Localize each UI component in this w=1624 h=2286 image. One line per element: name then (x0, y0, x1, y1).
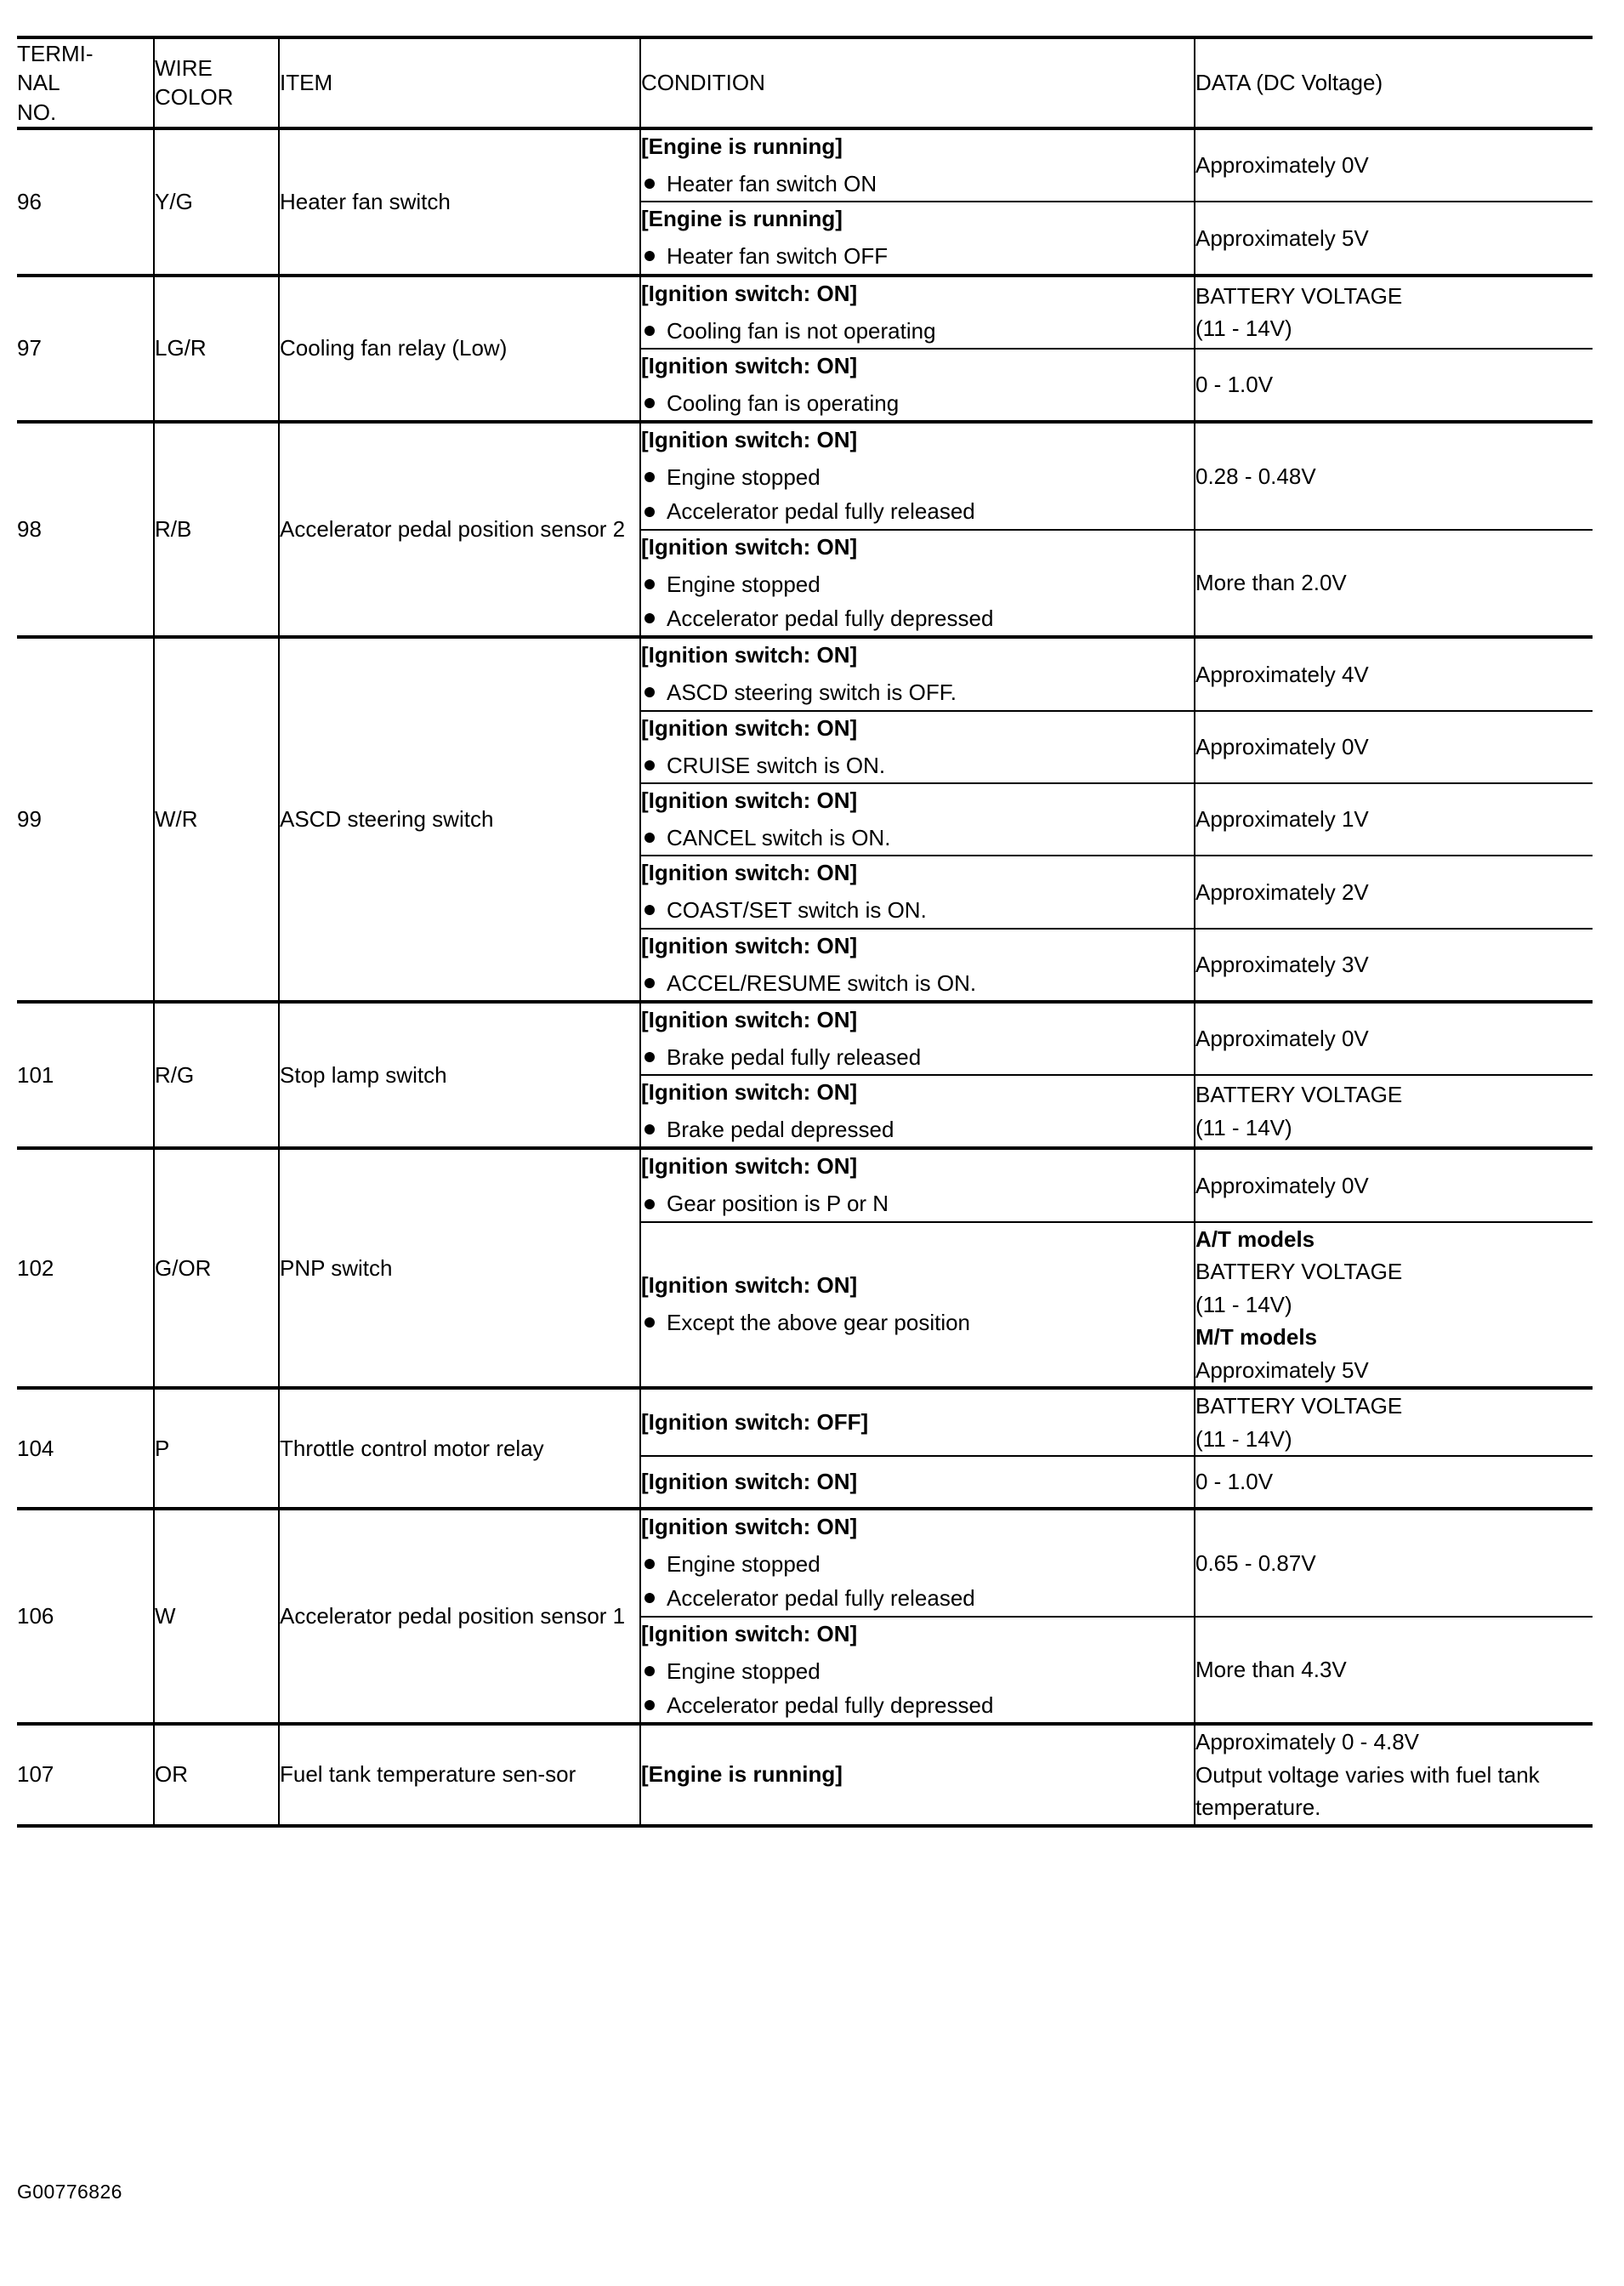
cell-data-voltage (1195, 711, 1593, 783)
condition-header: [Engine is running] (641, 1761, 843, 1788)
cell-condition (640, 276, 1195, 349)
header-condition: CONDITION (640, 37, 1195, 128)
condition-bullet-item: Except the above gear position (641, 1305, 1194, 1339)
condition-bullet-item: Engine stopped (641, 460, 1194, 494)
condition-header: [Ignition switch: ON] (641, 1006, 858, 1032)
table-row (17, 1388, 1593, 1456)
cell-wire-color: R/G (154, 1002, 279, 1149)
cell-data-voltage (1195, 1388, 1593, 1456)
cell-wire-color: LG/R (154, 276, 279, 423)
cell-item: Cooling fan relay (Low) (279, 276, 640, 423)
cell-terminal-no: 101 (17, 1002, 154, 1149)
cell-terminal-no: 104 (17, 1388, 154, 1509)
condition-bullet-item: Gear position is P or N (641, 1186, 1194, 1220)
data-value-line: Approximately 0 - 4.8V (1195, 1729, 1420, 1755)
condition-header: [Ignition switch: ON] (641, 714, 858, 741)
condition-header: [Ignition switch: ON] (641, 427, 858, 453)
cell-item: PNP switch (279, 1148, 640, 1388)
condition-bullet-list (641, 460, 1194, 529)
cell-condition (640, 1724, 1195, 1825)
header-row (17, 37, 1593, 128)
cell-terminal-no: 97 (17, 276, 154, 423)
condition-bullet-list (641, 1040, 1194, 1074)
cell-condition (640, 783, 1195, 856)
condition-header: [Engine is running] (641, 206, 843, 232)
table-row (17, 637, 1593, 710)
condition-bullet-list (641, 1112, 1194, 1146)
condition-bullet-list (641, 748, 1194, 782)
condition-bullet-list (641, 1186, 1194, 1220)
condition-header: [Ignition switch: ON] (641, 787, 858, 813)
condition-bullet-item: Accelerator pedal fully depressed (641, 601, 1194, 635)
condition-bullet-list (641, 893, 1194, 927)
data-value-line: Approximately 1V (1195, 806, 1369, 833)
condition-header: [Ignition switch: ON] (641, 1079, 858, 1106)
cell-condition (640, 1617, 1195, 1725)
table-row (17, 128, 1593, 202)
cell-condition (640, 1075, 1195, 1148)
header-wire-color-line1: WIRE (155, 55, 213, 82)
table-row (17, 1509, 1593, 1617)
header-wire-color-line2: COLOR (155, 84, 234, 111)
cell-data-voltage (1195, 1222, 1593, 1388)
cell-item: Heater fan switch (279, 128, 640, 276)
data-value-line: Output voltage varies with fuel tank temperature. (1195, 1761, 1540, 1821)
condition-header: [Ignition switch: ON] (641, 932, 858, 958)
cell-data-voltage (1195, 202, 1593, 275)
cell-condition (640, 637, 1195, 710)
condition-bullet-item: Brake pedal depressed (641, 1112, 1194, 1146)
header-terminal-no-line3: NO. (17, 99, 57, 125)
condition-bullet-item: Accelerator pedal fully released (641, 494, 1194, 528)
condition-bullet-item: Engine stopped (641, 1654, 1194, 1688)
header-terminal-no-line1: TERMI- (17, 41, 94, 66)
condition-bullet-item: COAST/SET switch is ON. (641, 893, 1194, 927)
cell-item: ASCD steering switch (279, 637, 640, 1001)
data-value-line: 0.65 - 0.87V (1195, 1550, 1316, 1576)
table-row (17, 422, 1593, 530)
cell-wire-color: R/B (154, 422, 279, 637)
cell-item: Throttle control motor relay (279, 1388, 640, 1509)
condition-bullet-list (641, 239, 1194, 273)
table-body (17, 128, 1593, 1826)
cell-condition (640, 929, 1195, 1002)
cell-condition (640, 1148, 1195, 1221)
cell-wire-color: W (154, 1509, 279, 1724)
cell-terminal-no: 106 (17, 1509, 154, 1724)
condition-bullet-item: Accelerator pedal fully depressed (641, 1688, 1194, 1722)
cell-wire-color: Y/G (154, 128, 279, 276)
condition-bullet-item: CRUISE switch is ON. (641, 748, 1194, 782)
cell-item: Accelerator pedal position sensor 2 (279, 422, 640, 637)
header-item: ITEM (279, 37, 640, 128)
condition-header: [Ignition switch: ON] (641, 1272, 858, 1299)
condition-bullet-list (641, 1305, 1194, 1339)
data-value-line: 0.28 - 0.48V (1195, 463, 1316, 489)
condition-bullet-list (641, 675, 1194, 709)
table-header (17, 37, 1593, 128)
table-row (17, 276, 1593, 349)
cell-data-voltage (1195, 128, 1593, 202)
cell-terminal-no: 96 (17, 128, 154, 276)
cell-item: Fuel tank temperature sen-sor (279, 1724, 640, 1825)
cell-condition (640, 202, 1195, 275)
header-data: DATA (DC Voltage) (1195, 70, 1383, 96)
data-value-line: 0 - 1.0V (1195, 1469, 1274, 1495)
cell-data-voltage (1195, 1002, 1593, 1075)
cell-condition (640, 1509, 1195, 1617)
condition-bullet-item: Brake pedal fully released (641, 1040, 1194, 1074)
cell-condition (640, 1456, 1195, 1509)
cell-data-voltage (1195, 783, 1593, 856)
cell-item: Accelerator pedal position sensor 1 (279, 1509, 640, 1724)
cell-wire-color: G/OR (154, 1148, 279, 1388)
condition-bullet-list (641, 821, 1194, 855)
terminal-spec-table-wrapper (17, 36, 1593, 1828)
cell-condition (640, 422, 1195, 530)
cell-condition (640, 856, 1195, 928)
condition-header: [Ignition switch: ON] (641, 1620, 858, 1646)
condition-header: [Ignition switch: ON] (641, 280, 858, 306)
cell-data-voltage (1195, 1456, 1593, 1509)
data-value-line: (11 - 14V) (1195, 1291, 1292, 1317)
condition-bullet-list (641, 567, 1194, 636)
cell-data-voltage (1195, 530, 1593, 638)
condition-bullet-item: Heater fan switch OFF (641, 239, 1194, 273)
document-reference-code: G00776826 (17, 2181, 122, 2203)
condition-header: [Engine is running] (641, 133, 843, 159)
condition-bullet-item: Cooling fan is not operating (641, 314, 1194, 348)
terminal-spec-table (17, 36, 1593, 1828)
cell-data-voltage (1195, 422, 1593, 530)
condition-bullet-list (641, 1547, 1194, 1616)
cell-terminal-no: 98 (17, 422, 154, 637)
cell-terminal-no: 102 (17, 1148, 154, 1388)
data-value-line: BATTERY VOLTAGE (1195, 1259, 1403, 1285)
data-value-line: Approximately 5V (1195, 1356, 1369, 1383)
header-wire-color (154, 37, 279, 128)
data-value-line: Approximately 0V (1195, 1026, 1369, 1052)
data-value-line: Approximately 0V (1195, 734, 1369, 760)
condition-bullet-item: ASCD steering switch is OFF. (641, 675, 1194, 709)
data-value-line: (11 - 14V) (1195, 316, 1292, 342)
data-value-line: Approximately 5V (1195, 225, 1369, 251)
cell-terminal-no: 107 (17, 1724, 154, 1825)
condition-bullet-item: Heater fan switch ON (641, 167, 1194, 201)
cell-terminal-no: 99 (17, 637, 154, 1001)
cell-data-voltage (1195, 1509, 1593, 1617)
condition-bullet-item: Accelerator pedal fully released (641, 1581, 1194, 1615)
cell-condition (640, 128, 1195, 202)
condition-bullet-list (641, 966, 1194, 1000)
condition-header: [Ignition switch: OFF] (641, 1409, 869, 1435)
condition-bullet-list (641, 1654, 1194, 1723)
condition-header: [Ignition switch: ON] (641, 1513, 858, 1539)
condition-bullet-list (641, 386, 1194, 420)
condition-header: [Ignition switch: ON] (641, 860, 858, 886)
cell-data-voltage (1195, 856, 1593, 928)
cell-data-voltage (1195, 637, 1593, 710)
cell-condition (640, 1388, 1195, 1456)
cell-data-voltage (1195, 1148, 1593, 1221)
data-value-line: Approximately 2V (1195, 879, 1369, 905)
condition-bullet-item: ACCEL/RESUME switch is ON. (641, 966, 1194, 1000)
data-value-line: More than 4.3V (1195, 1657, 1347, 1683)
cell-condition (640, 530, 1195, 638)
cell-wire-color: P (154, 1388, 279, 1509)
cell-condition (640, 1002, 1195, 1075)
data-model-label: A/T models (1195, 1225, 1315, 1252)
cell-wire-color: W/R (154, 637, 279, 1001)
data-value-line: BATTERY VOLTAGE (1195, 282, 1403, 309)
cell-data-voltage (1195, 276, 1593, 349)
condition-bullet-list (641, 167, 1194, 201)
cell-condition (640, 349, 1195, 422)
header-terminal-no (17, 37, 154, 128)
data-value-line: Approximately 4V (1195, 661, 1369, 687)
cell-item: Stop lamp switch (279, 1002, 640, 1149)
cell-data-voltage (1195, 1617, 1593, 1725)
condition-header: [Ignition switch: ON] (641, 352, 858, 378)
condition-bullet-item: Engine stopped (641, 1547, 1194, 1581)
data-value-line: BATTERY VOLTAGE (1195, 1082, 1403, 1108)
cell-data-voltage (1195, 1075, 1593, 1148)
condition-bullet-item: CANCEL switch is ON. (641, 821, 1194, 855)
table-row (17, 1148, 1593, 1221)
cell-data-voltage (1195, 349, 1593, 422)
cell-data-voltage (1195, 1724, 1593, 1825)
header-terminal-no-line2: NAL (17, 70, 60, 96)
data-value-line: Approximately 0V (1195, 1172, 1369, 1198)
table-row (17, 1724, 1593, 1825)
data-value-line: Approximately 0V (1195, 152, 1369, 179)
data-value-line: More than 2.0V (1195, 570, 1347, 596)
data-value-line: 0 - 1.0V (1195, 372, 1274, 398)
table-row (17, 1002, 1593, 1075)
condition-header: [Ignition switch: ON] (641, 1153, 858, 1180)
cell-wire-color: OR (154, 1724, 279, 1825)
data-model-label: M/T models (1195, 1324, 1318, 1351)
data-value-line: BATTERY VOLTAGE (1195, 1393, 1403, 1419)
data-value-line: Approximately 3V (1195, 951, 1369, 977)
data-value-line: (11 - 14V) (1195, 1425, 1292, 1452)
condition-header: [Ignition switch: ON] (641, 533, 858, 560)
condition-header: [Ignition switch: ON] (641, 1468, 858, 1494)
cell-data-voltage (1195, 929, 1593, 1002)
data-value-line: (11 - 14V) (1195, 1114, 1292, 1140)
condition-bullet-item: Engine stopped (641, 567, 1194, 601)
cell-condition (640, 711, 1195, 783)
condition-header: [Ignition switch: ON] (641, 642, 858, 668)
condition-bullet-item: Cooling fan is operating (641, 386, 1194, 420)
cell-condition (640, 1222, 1195, 1388)
condition-bullet-list (641, 314, 1194, 348)
